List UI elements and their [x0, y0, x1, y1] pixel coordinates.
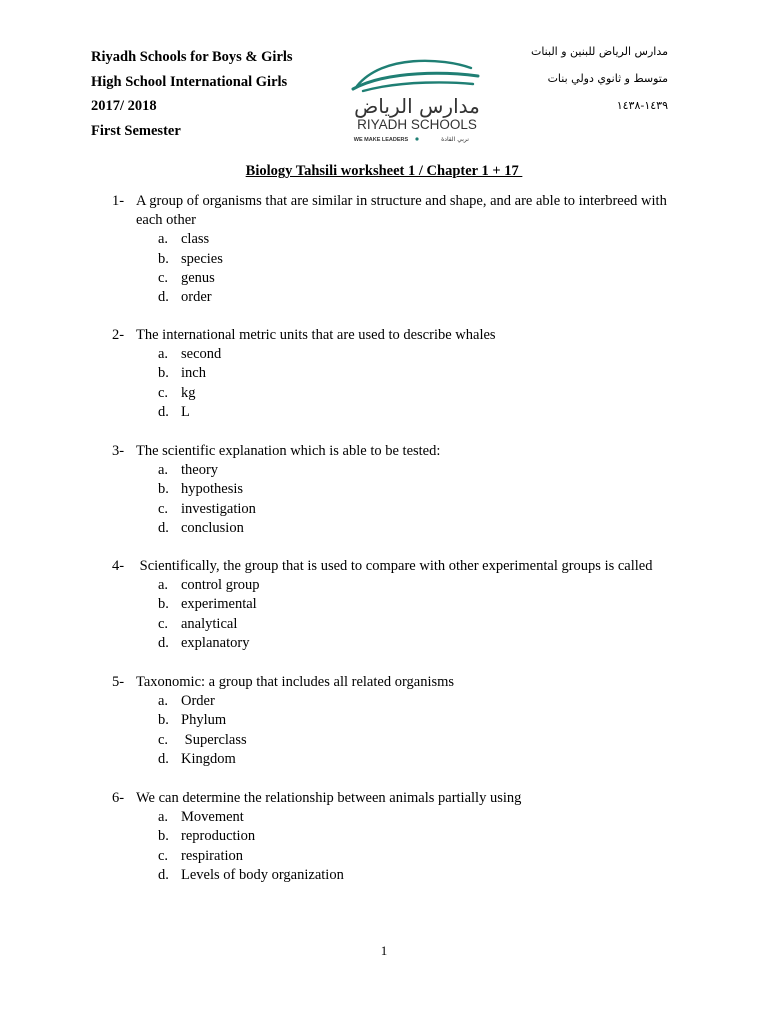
option-a [158, 345, 692, 364]
option-a [158, 808, 692, 827]
question-number: 5- [112, 674, 125, 690]
option-text: Order [181, 693, 215, 710]
option-letter: d. [158, 634, 169, 651]
option-text: investigation [181, 500, 256, 517]
logo-tagline-en: WE MAKE LEADERS [353, 137, 409, 143]
option-letter: b. [158, 365, 169, 382]
option-letter: b. [158, 250, 169, 267]
school-info [91, 45, 293, 144]
option-letter: a. [158, 577, 169, 594]
option-letter: c. [158, 615, 169, 632]
option-d [158, 403, 692, 422]
question-2 [112, 326, 692, 422]
option-letter: a. [158, 462, 169, 479]
option-b [158, 595, 692, 614]
logo-arabic-text: مدارس الرياض [354, 94, 480, 118]
option-d [158, 750, 692, 769]
option-d [158, 519, 692, 538]
option-c [158, 731, 692, 750]
option-text: inch [181, 365, 206, 382]
option-b [158, 827, 692, 846]
option-d [158, 288, 692, 307]
hijri-year: ١٤٣٩-١٤٣٨ [616, 99, 668, 112]
option-letter: c. [158, 731, 169, 748]
school-name: Riyadh Schools for Boys & Girls [91, 49, 293, 65]
option-text: Kingdom [181, 750, 236, 767]
logo-tagline-ar: نربي القادة [441, 136, 469, 143]
option-b [158, 364, 692, 383]
option-b [158, 711, 692, 730]
school-division: High School International Girls [91, 73, 288, 90]
option-a [158, 576, 692, 595]
option-letter: b. [158, 596, 169, 613]
option-letter: c. [158, 269, 169, 286]
option-text: second [181, 346, 222, 363]
option-text: control group [181, 577, 260, 594]
option-c [158, 500, 692, 519]
option-text: Superclass [181, 731, 247, 748]
question-4 [112, 557, 692, 653]
question-text: Scientifically, the group that is used to compare with other experimental groups is called [136, 558, 653, 574]
option-text: Phylum [181, 712, 227, 729]
option-text: analytical [181, 615, 238, 632]
question-number: 6- [112, 790, 125, 806]
question-text: We can determine the relationship between animals partially using [136, 790, 522, 806]
option-letter: d. [158, 288, 169, 305]
question-3 [112, 442, 692, 538]
option-text: hypothesis [181, 481, 244, 498]
option-c [158, 615, 692, 634]
option-text: order [181, 288, 212, 305]
option-b [158, 250, 692, 269]
option-c [158, 269, 692, 288]
question-text: Taxonomic: a group that includes all related organisms [136, 674, 455, 690]
academic-year: 2017/ 2018 [91, 98, 157, 115]
option-text: class [181, 231, 210, 248]
option-letter: a. [158, 231, 169, 248]
option-a [158, 230, 692, 249]
page-number: 1 [380, 943, 388, 958]
option-text: explanatory [181, 634, 250, 651]
logo-english-text: RIYADH SCHOOLS [357, 117, 477, 132]
option-text: conclusion [181, 519, 244, 536]
option-letter: a. [158, 346, 169, 363]
question-number: 4- [112, 558, 125, 574]
option-text: species [181, 250, 223, 267]
option-text: genus [181, 269, 215, 286]
question-1 [112, 192, 692, 307]
option-letter: d. [158, 750, 169, 767]
option-letter: a. [158, 809, 169, 826]
option-d [158, 866, 692, 885]
option-letter: a. [158, 693, 169, 710]
semester: First Semester [91, 123, 181, 140]
option-letter: c. [158, 847, 169, 864]
option-text: Movement [181, 809, 244, 826]
option-a [158, 461, 692, 480]
option-letter: b. [158, 712, 169, 729]
question-5 [112, 673, 692, 769]
option-c [158, 384, 692, 403]
option-letter: c. [158, 384, 169, 401]
logo-dot-icon [415, 137, 418, 140]
question-number: 2- [112, 327, 125, 343]
question-6 [112, 789, 692, 885]
option-text: respiration [181, 847, 244, 864]
option-b [158, 480, 692, 499]
option-letter: c. [158, 500, 169, 517]
option-text: experimental [181, 596, 257, 613]
option-letter: b. [158, 481, 169, 498]
question-number: 1- [112, 193, 125, 209]
arabic-school-name: مدارس الرياض للبنين و البنات [530, 45, 668, 58]
option-text: theory [181, 462, 219, 479]
option-text: reproduction [181, 828, 256, 845]
question-text: A group of organisms that are similar in structure and shape, and are able to interbreed with each other [136, 193, 667, 229]
option-letter: d. [158, 519, 169, 536]
arabic-school-info [468, 38, 668, 119]
question-text: The international metric units that are used to describe whales [136, 327, 496, 343]
arabic-school-division: متوسط و ثانوي دولي بنات [547, 72, 668, 85]
option-letter: b. [158, 828, 169, 845]
option-c [158, 847, 692, 866]
question-text: The scientific explanation which is able to be tested: [136, 443, 441, 459]
worksheet-title: Biology Tahsili worksheet 1 / Chapter 1 + 17 [245, 163, 523, 179]
option-text: L [181, 403, 190, 420]
option-text: kg [181, 384, 196, 401]
option-a [158, 692, 692, 711]
question-number: 3- [112, 443, 125, 459]
option-text: Levels of body organization [181, 866, 344, 883]
option-letter: d. [158, 866, 169, 883]
option-d [158, 634, 692, 653]
option-letter: d. [158, 403, 169, 420]
